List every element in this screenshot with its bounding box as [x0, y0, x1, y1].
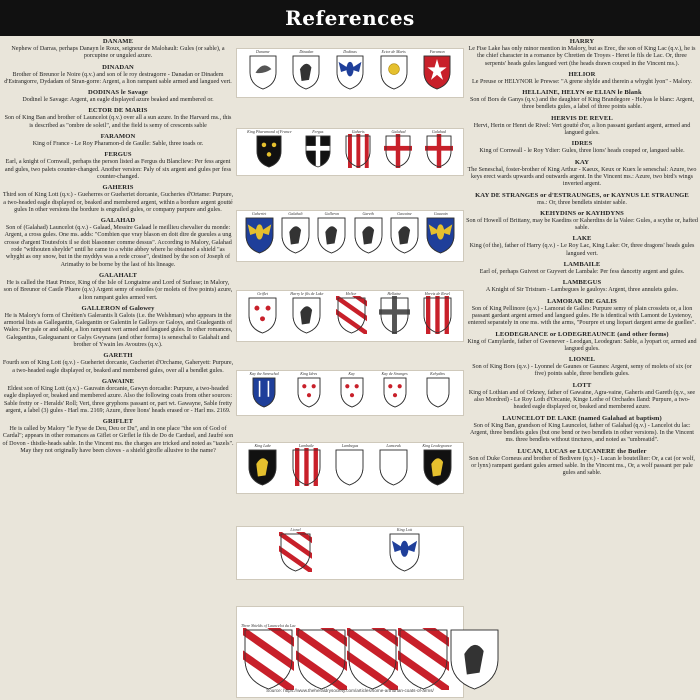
entry-name: KAY DE STRANGES or d'ESTRAUNGES, or KAYNUS LE STRAUNGE [475, 191, 689, 199]
entry-name: ECTOR DE MARIS [88, 107, 148, 115]
reference-entry [2, 38, 234, 61]
shield-label: Gareth [362, 211, 374, 216]
reference-entry [466, 261, 698, 276]
coat-of-arms [381, 371, 407, 413]
reference-entry [2, 305, 234, 349]
entry-name: LOTT [572, 381, 592, 389]
shield-label: Gawaine [397, 211, 412, 216]
shield-icon [243, 628, 294, 695]
coat-of-arms [425, 371, 451, 413]
reference-entry [466, 115, 698, 138]
reference-entry [466, 210, 698, 233]
reference-entry [2, 217, 234, 269]
shield-label: King Idres [300, 371, 318, 376]
entry-text: King of France - Le Roy Pharamon-d de Gaulle: Sable, three toads or. [32, 141, 204, 148]
shield-icon [425, 216, 456, 259]
shield-label: King Pharamond of France [247, 129, 292, 134]
coat-of-arms [422, 291, 453, 339]
shield-icon [280, 216, 311, 259]
entry-name: HARRY [569, 38, 595, 45]
shield-icon [296, 376, 322, 413]
shield-icon [291, 54, 321, 95]
shield-label: Lambaile [298, 443, 314, 448]
entry-text: Le Fise Lake has only minor mention in Malory, but as Erec, the son of King Lac (q.v.), he is the chief character in a romance by Chretien de Troyes - Heret le fils de Lac. Or, three serpents' heads gules langued vert (the heads drawn couped in the Vincent ms.). [468, 46, 696, 67]
reference-entry [2, 184, 234, 214]
coat-of-arms [336, 291, 367, 339]
entry-text: He is called by Malory "le Fyse de Deu, Deu or Du", and in one place "the son of God of Cardal"; appears in other romances as Giflet or Girflet le fils de Do de Carduel, and Jaufré son of Dovon - thistle-heads sable. In the Vincent ms. the charges are tricked and noted as "tazels". May they not originally have been cloves - a shield girofle allusive to the name? [2, 426, 234, 454]
shield-icon [335, 54, 365, 95]
entry-text: A Knight of Sir Tristram - Lambegues le gauloys: Argent, three annulets gules. [485, 287, 679, 294]
entry-text: Son of Duke Corneus and brother of Bedivere (q.v.) - Lucan le bouteillier: Or, a cat (or wolf, or lynx) rampant gardant gules armed sable. In the Vincent ms., Or, a wolf passant per pale gules and sable. [469, 455, 695, 477]
entry-text: King of Lothian and of Orkney, father of Gawaine, Agra-vaine, Gaheris and Gareth (q.v., see also Mordred) - Le Roy Loth d'Orcanie, Kinge Lothe of Orchades Iland: Purpure, a two-headed eagle displayed or, beaked and membered azure. [468, 389, 696, 411]
shield-icon [247, 448, 278, 491]
reference-entry [466, 38, 698, 68]
coat-of-arms [335, 49, 365, 95]
shield-label: King Lott [396, 527, 413, 532]
shield-icon [422, 296, 453, 339]
entry-text: Dodinel le Savage: Argent, an eagle displayed azure beaked and membered or. [22, 97, 214, 104]
shield-icon [398, 628, 449, 695]
entry-text: Nephew of Darras, perhaps Danayn le Roux, seigneur de Malohault: Gules (or sable), a porcupine or unguled azure. [11, 46, 225, 60]
entry-name: DANAME [102, 38, 134, 45]
reference-entry [466, 159, 698, 189]
entry-name: IDRES [571, 140, 593, 148]
coat-of-arms [244, 211, 275, 259]
reference-entry [2, 107, 234, 130]
shield-icon [425, 376, 451, 413]
shield-icon [291, 448, 322, 491]
shield-label: Dinadan [299, 49, 314, 54]
shield-label: Kehydins [430, 371, 445, 376]
shield-label: Three Shields of Launcelot du Lac [241, 623, 296, 628]
shield-panel [236, 442, 464, 494]
coat-of-arms [279, 527, 312, 577]
coat-of-arms [241, 623, 296, 695]
shield-row [237, 291, 463, 341]
entry-text: Third son of King Lott (q.v.) - Gueherres or Gueheriet dorcanie, Gucheries d'Ortame: Purpure, a two-headed eagle displayed or, beaked and membered argent, within a bordure argent goutté gules In other versions the bordure is engrailed gules, or company purpure and gules. [2, 192, 234, 213]
shield-icon [336, 296, 367, 339]
entry-name: DODINAS le Savage [88, 89, 148, 97]
entry-name: LAUNCELOT DE LAKE (named Galahad at baptism) [502, 414, 662, 422]
reference-entry [466, 415, 698, 445]
entry-name: LAMBEGUS [562, 279, 602, 287]
coat-of-arms [296, 623, 347, 695]
reference-entry [466, 279, 698, 294]
source-credit: Source: https://www.theheraldrysociety.com/articles/some-arthurian-coats-of-arms/ [266, 688, 434, 693]
entry-name: DINADAN [102, 63, 134, 71]
entry-name: GALLERON of Galowey [81, 304, 155, 312]
entry-name: LIONEL [568, 356, 596, 364]
shield-label: Faramon [429, 49, 445, 54]
entry-text: Earl of, perhaps Guivret or Guyvert de Lambale: Per fess dancetty argent and gules. [479, 269, 685, 276]
entry-name: LAMBAILE [563, 261, 601, 269]
coat-of-arms [334, 443, 365, 491]
shield-icon [353, 216, 384, 259]
reference-entry [466, 448, 698, 478]
shield-panel [236, 210, 464, 262]
shield-icon [347, 628, 398, 695]
shield-icon [422, 54, 452, 95]
shield-label: Griflet [257, 291, 268, 296]
shield-icon [379, 296, 410, 339]
shield-label: Lambegus [341, 443, 359, 448]
entry-name: GAHERIS [102, 184, 134, 192]
shield-label: Hervis de Revel [424, 291, 451, 296]
shield-label: Gaheriet [252, 211, 267, 216]
entry-text: Son of King Ban, grandson of King Launcelot, father of Galahad (q.v.) - Lancelot du lac: Argent, three bendlets gules (but one bend or two bendlets in other versions). In the Vincent ms. three bendlets without tinctures, and noted as "umbreatid". [470, 422, 694, 444]
shield-label: Galahad [391, 129, 406, 134]
entry-text: Son of Howell of Brittany, may be Kaedins or Kaherdins de la Valee: Gules, a scythe or, hafted sable. [466, 217, 698, 232]
entry-text: Le Preuse or HELYNOR le Prewse: "A grene shylde and therein a whyght lyon" - Malory. [472, 78, 692, 85]
shield-label: King Leodegrance [422, 443, 452, 448]
shield-label: Lionel [290, 527, 301, 532]
reference-entry [466, 71, 698, 86]
reference-entry [466, 331, 698, 354]
coat-of-arms [347, 623, 398, 695]
shield-label: Dodinas [343, 49, 357, 54]
coat-of-arms [291, 49, 321, 95]
coat-of-arms [449, 623, 500, 695]
entry-name: GRIFLET [102, 418, 134, 426]
reference-entry [466, 356, 698, 379]
shield-label: Kay de Stranges [381, 371, 408, 376]
entry-text: King of Camylarde, father of Gwenever - Leodgan, Leodegran: Sable, a lyopart or, armed and langued gules. [467, 338, 697, 352]
entry-text: Son of King Ban and brother of Launcelot (q.v.) over all a sun azure. In the Harvard ms., this is described as "ombre de soleil", and the field is semy of crescents sable [4, 115, 232, 129]
entry-name: LAMORAK DE GALIS [547, 297, 617, 305]
entry-text: ms.: Or, three bendlets sinister sable. [537, 199, 627, 206]
shield-panel [236, 48, 464, 98]
shield-label: Fergus [312, 129, 324, 134]
shield-row [237, 443, 463, 493]
entry-text: Son of Bors de Ganys (q.v.) and the daughter of King Brandegore - Helyas le blanc: Argent, three bendlets gules, a label of three points sable. [469, 97, 695, 111]
shield-label: Lamorak [386, 443, 401, 448]
reference-entry [466, 192, 698, 207]
shield-icon [248, 54, 278, 95]
coat-of-arms [249, 371, 278, 413]
shield-row [237, 49, 463, 97]
shield-label: King Lake [254, 443, 272, 448]
shield-row [237, 527, 463, 579]
shield-label: Harry le fils de Lake [290, 291, 324, 296]
shield-icon [296, 628, 347, 695]
shield-icon [449, 628, 500, 695]
coat-of-arms [247, 291, 278, 339]
reference-entry [466, 140, 698, 155]
entry-text: Hervi, Herin or Henri de Rivel: Vert goutté d'or, a lion passant gardant argent, armed and langued gules. [473, 122, 691, 137]
shield-icon [291, 296, 322, 339]
shield-label: Kay [348, 371, 355, 376]
coat-of-arms [339, 371, 365, 413]
entry-name: KEHYDINS or KAYHDYNS [540, 209, 624, 217]
entry-name: LEODEGRANCE or LODEGREAUNCE (and other forms) [495, 330, 669, 338]
coat-of-arms [422, 49, 452, 95]
shield-label: Gauvain [433, 211, 448, 216]
entry-name: GALAHAD [100, 217, 136, 225]
shield-label: Galleron [324, 211, 339, 216]
entry-name: KAY [574, 158, 590, 166]
coat-of-arms [388, 527, 421, 577]
shield-row [237, 129, 463, 175]
reference-entry [2, 64, 234, 87]
shield-label: Kay the Seneschal [249, 371, 279, 376]
shield-label: Helior [345, 291, 357, 296]
coat-of-arms [316, 211, 347, 259]
entry-text: Son of King Bors (q.v.) - Lyonnel de Gaunes or Gaunes: Argent, semy of molets of six (or five) points sable, three bendlets gules. [472, 364, 692, 378]
shield-icon [384, 134, 412, 173]
entry-text: He is called the Haut Prince, King of the Isle of Longtaime and Lord of Surluse; in Malory, son of Breunor of Castle Pluere (q.v.) Argent semy of estoiles (or molets of five points) azure, a lion rampant gules armed vert. [3, 279, 233, 301]
shield-label: Hellaine [387, 291, 402, 296]
right-column [466, 38, 698, 480]
shield-icon [251, 376, 277, 413]
shield-icon [244, 216, 275, 259]
entry-name: GALAHALT [99, 271, 137, 279]
shield-label: Gaheris [351, 129, 365, 134]
shield-icon [279, 532, 312, 577]
shield-panel [236, 128, 464, 176]
reference-entry [2, 352, 234, 375]
shield-icon [422, 448, 453, 491]
entry-name: LAKE [572, 235, 592, 243]
shield-row [237, 211, 463, 261]
left-column [2, 38, 234, 458]
entry-name: HERVIS DE REVEL [551, 114, 613, 122]
shield-panel [236, 606, 464, 698]
entry-text: Fourth son of King Lott (q.v.) - Gueheriet dorcanie, Gucheriet d'Orchame, Gaheryett: Purpure, a two-headed eagle displayed or, beaked and membered gules, over all a bendlet gules. [2, 360, 234, 374]
reference-entry [2, 418, 234, 455]
entry-text: Son of King Pellinore (q.v.) - Lamorat de Galles: Purpure semy of plain crosslets or, a lion passant gardant argent armed and langued gules. He is identical with Lamont de Lystenoy, entered separately in one ms. with the arms, "Pourpre et ung liopart dargent arme de guelles". [468, 305, 696, 327]
coat-of-arms [378, 443, 409, 491]
coat-of-arms [291, 443, 322, 491]
shield-icon [339, 376, 365, 413]
coat-of-arms [379, 291, 410, 339]
reference-entry [466, 89, 698, 112]
entry-text: Brother of Breunor le Noire (q.v.) and son of le roy destragorre - Danadan or Dinadem d'Estrangorre, Dydadam of Stran-gorre: Argent, a lion rampant sable armed and langued vert. [4, 71, 232, 85]
reference-entry [2, 378, 234, 415]
shield-label: Ector de Maris [381, 49, 406, 54]
shield-icon [378, 448, 409, 491]
entry-name: FERGUS [104, 151, 132, 159]
shield-label: Daname [256, 49, 270, 54]
coat-of-arms [247, 129, 291, 173]
entry-name: GARETH [103, 352, 133, 360]
coat-of-arms [398, 623, 449, 695]
coat-of-arms [248, 49, 278, 95]
shield-icon [382, 376, 408, 413]
reference-entry [466, 235, 698, 258]
coat-of-arms [425, 129, 453, 173]
coat-of-arms [422, 443, 453, 491]
page-title: References [285, 6, 415, 30]
shield-icon [344, 134, 372, 173]
reference-entry [466, 298, 698, 328]
coat-of-arms [379, 49, 409, 95]
entry-text: King (of the), father of Harry (q.v.) - Le Roy Lac, King Lake: Or, three dragons' heads gules langued vert. [469, 243, 695, 257]
entry-name: FARAMON [100, 133, 136, 141]
shield-label: Galahad [431, 129, 446, 134]
coat-of-arms [290, 291, 323, 339]
shield-icon [304, 134, 332, 173]
reference-entry [466, 382, 698, 412]
coat-of-arms [280, 211, 311, 259]
shield-icon [247, 296, 278, 339]
coat-of-arms [296, 371, 322, 413]
entry-text: Son of (Galahad) Launcelot (q.v.) - Galaad, Messire Galaad le meillieu chevalier du monde: Argent, a cross gules. One ms. adds: "Combien que vray blason en doit dire de gueules a ung crosse d'argent Toutesfoix il se doit blasonner comme dessus". According to Malory, Galahad rode "withouten sheylde" until he came to a white abbey where he obtained a shield "as whyght as ony snow, but in the myddys was a rede crosse", destined by the son of Joseph of Arimathy to be borne by the last of his lineage. [4, 225, 232, 268]
entry-name: HELIOR [568, 70, 596, 78]
entry-text: He is Malory's form of Chrétien's Galerantis li Galois (i.e. the Welshman) who appears in the armorial lists as Gallegantin, Galegantin or Galentin le Galloys or Galoys, and Gualegantis of Wales: Per pale or and sable, a lion rampant vert armed and langued gules. In other romances, Galegantius, Galeguanant or Galys Gwynans (and other forms) is seneschal to Galahalt and brother of Ywain les Avoutres (q.v.). [3, 312, 233, 349]
coat-of-arms [353, 211, 384, 259]
entry-text: Earl, a knight of Cornwall, perhaps the person listed as Fergus du Blancliew: Per fess argent and gules, two palets counter-changed. Another version: Paly of six argent and gules per fess counter-changed. [4, 159, 232, 180]
coat-of-arms [389, 211, 420, 259]
entry-name: HELLAINE, HELYN or ELIAN le Blank [522, 89, 642, 97]
coat-of-arms [247, 443, 278, 491]
entry-text: The Seneschal, foster-brother of King Arthur - Kaeux, Keux or Kuex le seneschal: Azure, two keys erect wards upwards and outwards argent. In the Vincent ms.: Azure, two bird's wings inverted argent. [467, 166, 697, 188]
shield-label: Galahalt [288, 211, 303, 216]
shield-panel [236, 290, 464, 342]
shield-icon [316, 216, 347, 259]
reference-entry [2, 151, 234, 181]
entry-name: LUCAN, LUCAS or LUCANERE the Butler [517, 447, 647, 455]
entry-text: Eldest son of King Lott (q.v.) - Gauvain dorcanie, Gawyn dorcadie: Purpure, a two-headed eagle displayed or, beaked and membered azure. Also the following coats from other sources: Sable fretty or - Heralds' Roll; Vert, three gryphons passant or, part wt. Gawayne, Sable fretty argent, a label (3) gules - Harl ms. 2169; Azure, three lions' heads erased or - Harl ms. 2169. [3, 385, 233, 414]
shield-panel [236, 526, 464, 580]
entry-name: GAWAINE [101, 377, 135, 385]
shield-icon [379, 54, 409, 95]
title-banner [0, 0, 700, 36]
shield-icon [334, 448, 365, 491]
shield-row [237, 371, 463, 415]
coat-of-arms [425, 211, 456, 259]
coat-of-arms [384, 129, 412, 173]
shield-icon [255, 134, 283, 173]
entry-text: King of Cornwall - le Roy Ydier: Gules, three lions' heads couped or, langued sable. [479, 148, 685, 155]
reference-entry [2, 89, 234, 104]
coat-of-arms [344, 129, 372, 173]
shield-icon [389, 216, 420, 259]
shield-panel [236, 370, 464, 416]
reference-entry [2, 272, 234, 302]
reference-entry [2, 133, 234, 148]
shield-icon [388, 532, 421, 577]
shield-icon [425, 134, 453, 173]
coat-of-arms [304, 129, 332, 173]
shield-row [237, 607, 463, 697]
